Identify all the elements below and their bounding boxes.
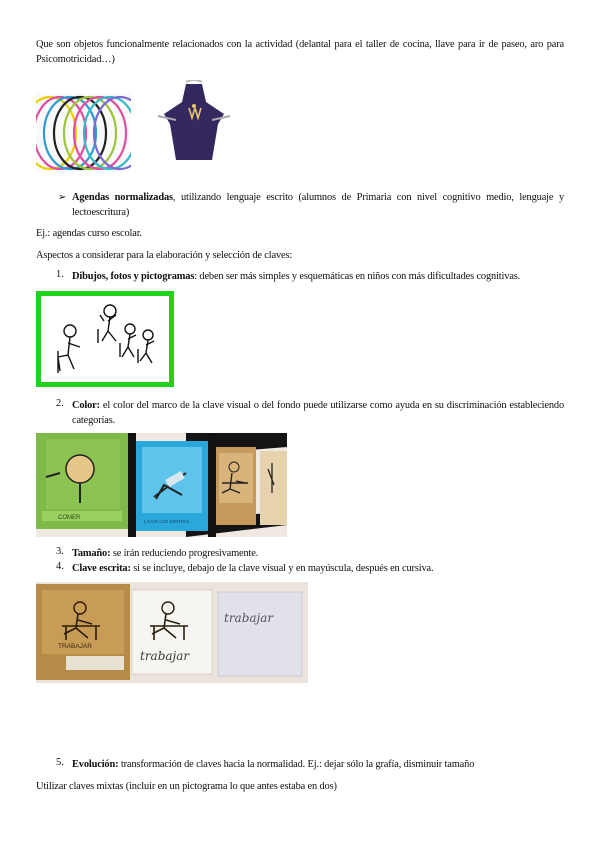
item-number: 2. [56, 398, 64, 409]
item-text: si se incluye, debajo de la clave visual y en mayúscula, después en cursiva. [130, 563, 434, 574]
closing-line: Utilizar claves mixtas (incluir en un pictograma lo que antes estaba en dos) [36, 781, 337, 792]
apron-photo [156, 80, 232, 166]
color-cards-photo [36, 433, 287, 537]
list-item [72, 269, 567, 284]
bullet-bold: Agendas normalizadas [72, 192, 173, 203]
written-key-cards-photo [36, 582, 308, 683]
example-line: Ej.: agendas curso escolar. [36, 228, 142, 239]
item-text: se irán reduciendo progresivamente. [110, 548, 259, 559]
card-label-comer: COMER [58, 515, 81, 521]
aspects-intro: Aspectos a considerar para la elaboración y selección de claves: [36, 250, 293, 261]
card-label-trabajar-cursive-a: trabajar [140, 649, 190, 663]
item-number: 3. [56, 546, 64, 557]
bullet-text: , utilizando lenguaje escrito (alumnos de Primaria con nivel cognitivo medio, lenguaje y lectoescritura) [72, 192, 564, 218]
item-text: : deben ser más simples y esquemáticas en niños con más dificultades cognitivas. [194, 271, 521, 282]
card-label-trabajar-cursive-b: trabajar [224, 611, 274, 625]
list-item [72, 757, 567, 772]
list-item [72, 546, 564, 561]
item-bold: Color: [72, 400, 100, 411]
hoops-photo [36, 93, 131, 172]
item-bold: Clave escrita: [72, 563, 131, 574]
item-bold: Dibujos, fotos y pictogramas [72, 271, 195, 282]
intro-paragraph: Que son objetos funcionalmente relacionados con la actividad (delantal para el taller de cocina, llave para ir de paseo, aro para Psicomotricidad…) [36, 39, 564, 65]
bullet-paragraph [72, 190, 564, 220]
item-number: 5. [56, 757, 64, 768]
item-bold: Tamaño: [72, 548, 111, 559]
item-bold: Evolución: [72, 759, 119, 770]
list-item [72, 561, 564, 576]
item-text: el color del marco de la clave visual o del fondo puede utilizarse como ayuda en su discriminación estableciendo categorías. [72, 400, 564, 426]
bullet-marker: ➢ [58, 192, 67, 203]
item-text: transformación de claves hacia la normalidad. Ej.: dejar sólo la grafía, disminuir tamaño [118, 759, 475, 770]
pictogram-green-frame [36, 291, 174, 387]
card-label-trabajar-caps: TRABAJAR [58, 643, 92, 650]
list-item [72, 398, 564, 428]
item-number: 1. [56, 269, 64, 280]
card-label-lavar: LAVAR LOS DIENTES [144, 519, 190, 524]
item-number: 4. [56, 561, 64, 572]
